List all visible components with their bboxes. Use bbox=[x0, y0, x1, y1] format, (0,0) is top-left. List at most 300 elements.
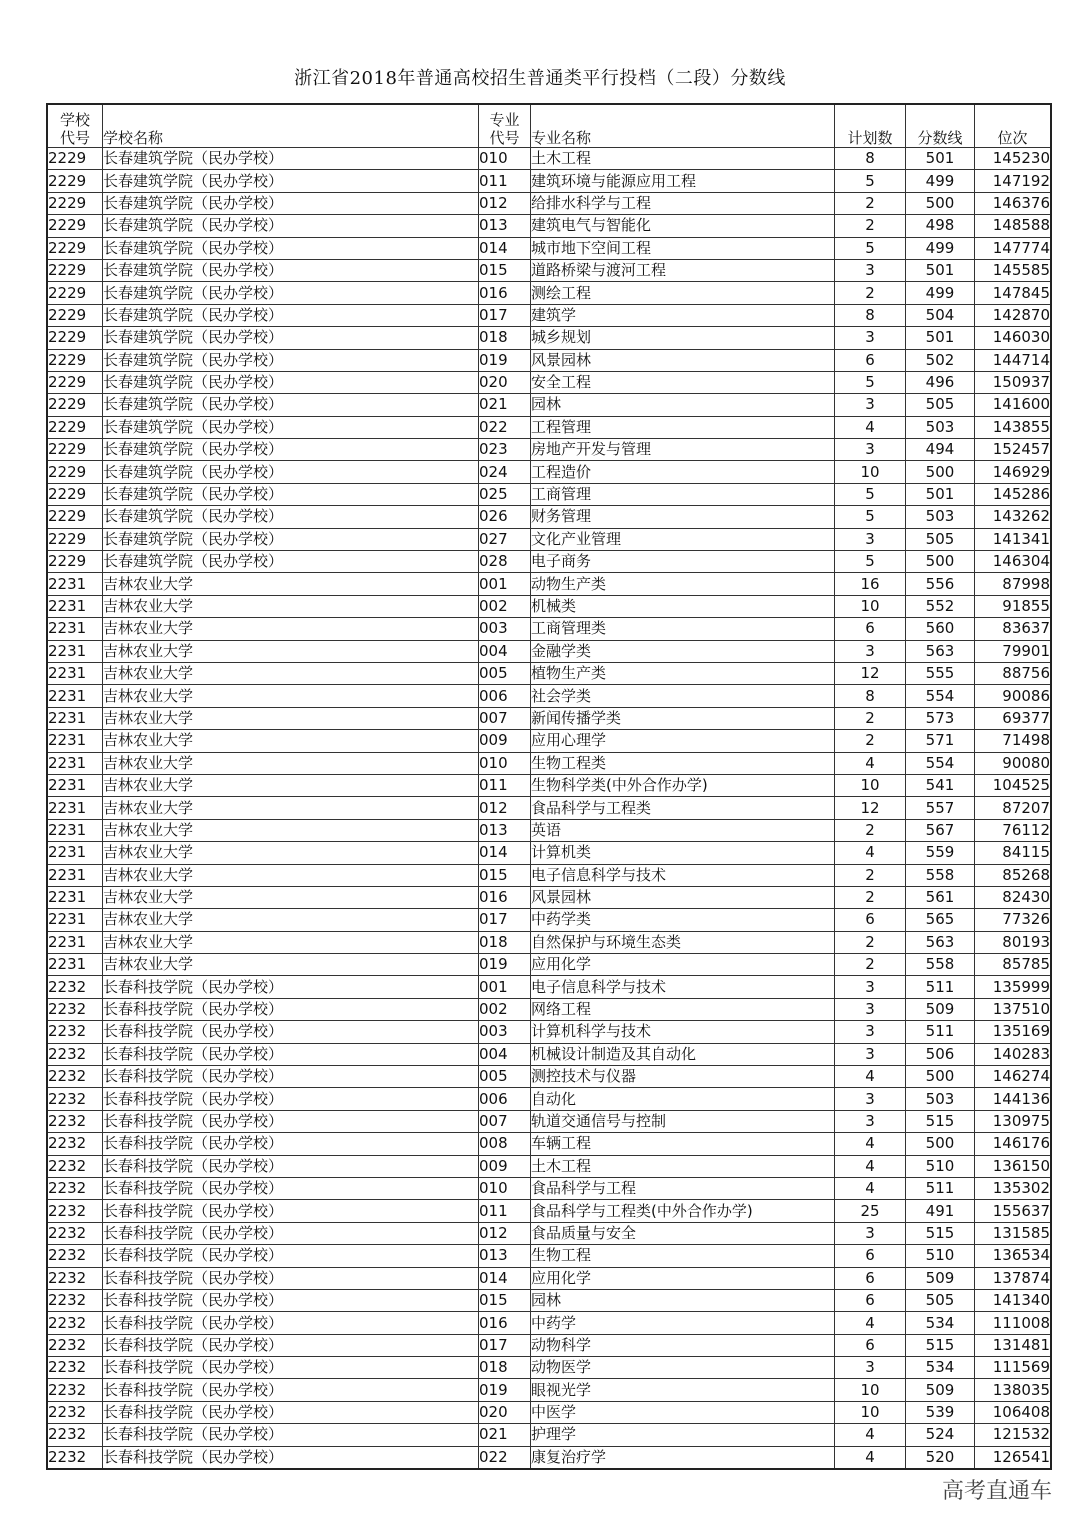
score-cell: 556 bbox=[906, 573, 975, 595]
table-row bbox=[47, 707, 1051, 729]
plan-cell: 8 bbox=[835, 148, 906, 170]
table-header bbox=[47, 104, 1051, 148]
table-row bbox=[47, 349, 1051, 371]
score-cell: 509 bbox=[906, 1379, 975, 1401]
rank-cell: 76112 bbox=[975, 819, 1052, 841]
major-name-cell: 新闻传播学类 bbox=[531, 707, 835, 729]
school-name-cell: 长春科技学院（民办学校） bbox=[103, 1177, 479, 1199]
plan-cell: 3 bbox=[835, 394, 906, 416]
table-row bbox=[47, 1289, 1051, 1311]
plan-cell: 3 bbox=[835, 1088, 906, 1110]
school-name-cell: 长春科技学院（民办学校） bbox=[103, 1222, 479, 1244]
school-code-cell: 2231 bbox=[47, 864, 103, 886]
major-name-cell: 电子信息科学与技术 bbox=[531, 864, 835, 886]
major-code-cell: 015 bbox=[479, 1289, 531, 1311]
rank-cell: 140283 bbox=[975, 1043, 1052, 1065]
school-name-cell: 长春科技学院（民办学校） bbox=[103, 1043, 479, 1065]
rank-cell: 146176 bbox=[975, 1133, 1052, 1155]
table-row bbox=[47, 864, 1051, 886]
school-code-cell: 2232 bbox=[47, 1066, 103, 1088]
watermark-text: 高考直通车 bbox=[941, 1479, 1052, 1504]
major-code-cell: 002 bbox=[479, 595, 531, 617]
major-name-cell: 食品质量与安全 bbox=[531, 1222, 835, 1244]
major-code-cell: 028 bbox=[479, 551, 531, 573]
plan-cell: 2 bbox=[835, 931, 906, 953]
rank-cell: 142870 bbox=[975, 304, 1052, 326]
major-name-cell: 动物科学 bbox=[531, 1334, 835, 1356]
major-code-cell: 015 bbox=[479, 259, 531, 281]
major-name-cell: 中药学 bbox=[531, 1312, 835, 1334]
school-name-cell: 吉林农业大学 bbox=[103, 573, 479, 595]
major-name-cell: 动物医学 bbox=[531, 1357, 835, 1379]
school-name-cell: 长春建筑学院（民办学校） bbox=[103, 170, 479, 192]
major-code-cell: 025 bbox=[479, 483, 531, 505]
school-code-cell: 2229 bbox=[47, 148, 103, 170]
score-cell: 499 bbox=[906, 237, 975, 259]
score-cell: 498 bbox=[906, 215, 975, 237]
plan-cell: 16 bbox=[835, 573, 906, 595]
rank-cell: 137874 bbox=[975, 1267, 1052, 1289]
school-name-cell: 长春科技学院（民办学校） bbox=[103, 1357, 479, 1379]
header-plan: 计划数 bbox=[835, 104, 906, 148]
major-name-cell: 中药学类 bbox=[531, 909, 835, 931]
major-code-cell: 005 bbox=[479, 662, 531, 684]
plan-cell: 25 bbox=[835, 1200, 906, 1222]
rank-cell: 84115 bbox=[975, 842, 1052, 864]
table-row bbox=[47, 483, 1051, 505]
table-row bbox=[47, 662, 1051, 684]
major-code-cell: 011 bbox=[479, 1200, 531, 1222]
school-code-cell: 2232 bbox=[47, 1401, 103, 1423]
major-name-cell: 车辆工程 bbox=[531, 1133, 835, 1155]
school-code-cell: 2231 bbox=[47, 595, 103, 617]
major-code-cell: 009 bbox=[479, 1155, 531, 1177]
rank-cell: 143855 bbox=[975, 416, 1052, 438]
major-name-cell: 生物工程类 bbox=[531, 752, 835, 774]
school-code-cell: 2231 bbox=[47, 640, 103, 662]
score-cell: 499 bbox=[906, 170, 975, 192]
header-major-code-line2: 代号 bbox=[489, 129, 520, 147]
school-name-cell: 吉林农业大学 bbox=[103, 730, 479, 752]
school-name-cell: 吉林农业大学 bbox=[103, 819, 479, 841]
score-cell: 511 bbox=[906, 1177, 975, 1199]
school-code-cell: 2229 bbox=[47, 551, 103, 573]
major-code-cell: 021 bbox=[479, 1424, 531, 1446]
rank-cell: 145286 bbox=[975, 483, 1052, 505]
score-cell: 563 bbox=[906, 640, 975, 662]
major-code-cell: 021 bbox=[479, 394, 531, 416]
major-code-cell: 019 bbox=[479, 1379, 531, 1401]
major-code-cell: 014 bbox=[479, 842, 531, 864]
table-row bbox=[47, 237, 1051, 259]
major-code-cell: 013 bbox=[479, 215, 531, 237]
rank-cell: 88756 bbox=[975, 662, 1052, 684]
rank-cell: 80193 bbox=[975, 931, 1052, 953]
school-name-cell: 长春科技学院（民办学校） bbox=[103, 1424, 479, 1446]
score-cell: 494 bbox=[906, 439, 975, 461]
rank-cell: 150937 bbox=[975, 371, 1052, 393]
school-code-cell: 2229 bbox=[47, 371, 103, 393]
header-school-name: 学校名称 bbox=[103, 104, 479, 148]
major-name-cell: 轨道交通信号与控制 bbox=[531, 1110, 835, 1132]
score-cell: 501 bbox=[906, 259, 975, 281]
school-name-cell: 吉林农业大学 bbox=[103, 842, 479, 864]
plan-cell: 5 bbox=[835, 506, 906, 528]
school-code-cell: 2229 bbox=[47, 528, 103, 550]
score-cell: 571 bbox=[906, 730, 975, 752]
rank-cell: 130975 bbox=[975, 1110, 1052, 1132]
rank-cell: 79901 bbox=[975, 640, 1052, 662]
score-cell: 501 bbox=[906, 327, 975, 349]
school-name-cell: 吉林农业大学 bbox=[103, 618, 479, 640]
major-name-cell: 测控技术与仪器 bbox=[531, 1066, 835, 1088]
school-code-cell: 2229 bbox=[47, 327, 103, 349]
school-code-cell: 2229 bbox=[47, 170, 103, 192]
major-code-cell: 017 bbox=[479, 1334, 531, 1356]
plan-cell: 5 bbox=[835, 371, 906, 393]
school-name-cell: 长春建筑学院（民办学校） bbox=[103, 394, 479, 416]
major-name-cell: 园林 bbox=[531, 394, 835, 416]
school-name-cell: 长春建筑学院（民办学校） bbox=[103, 371, 479, 393]
plan-cell: 6 bbox=[835, 349, 906, 371]
school-name-cell: 长春建筑学院（民办学校） bbox=[103, 439, 479, 461]
major-name-cell: 动物生产类 bbox=[531, 573, 835, 595]
table-row bbox=[47, 327, 1051, 349]
major-code-cell: 020 bbox=[479, 1401, 531, 1423]
table-row bbox=[47, 1066, 1051, 1088]
plan-cell: 10 bbox=[835, 1401, 906, 1423]
school-code-cell: 2232 bbox=[47, 1312, 103, 1334]
school-name-cell: 长春科技学院（民办学校） bbox=[103, 1088, 479, 1110]
major-name-cell: 社会学类 bbox=[531, 685, 835, 707]
plan-cell: 2 bbox=[835, 282, 906, 304]
school-code-cell: 2232 bbox=[47, 1334, 103, 1356]
major-name-cell: 机械类 bbox=[531, 595, 835, 617]
school-name-cell: 吉林农业大学 bbox=[103, 886, 479, 908]
score-cell: 561 bbox=[906, 886, 975, 908]
school-code-cell: 2231 bbox=[47, 819, 103, 841]
major-name-cell: 建筑学 bbox=[531, 304, 835, 326]
table-row bbox=[47, 551, 1051, 573]
table-row bbox=[47, 931, 1051, 953]
table-row bbox=[47, 954, 1051, 976]
major-code-cell: 010 bbox=[479, 1177, 531, 1199]
major-code-cell: 023 bbox=[479, 439, 531, 461]
table-row bbox=[47, 1043, 1051, 1065]
header-rank: 位次 bbox=[975, 104, 1052, 148]
plan-cell: 5 bbox=[835, 237, 906, 259]
school-name-cell: 长春建筑学院（民办学校） bbox=[103, 192, 479, 214]
school-name-cell: 吉林农业大学 bbox=[103, 864, 479, 886]
rank-cell: 83637 bbox=[975, 618, 1052, 640]
major-code-cell: 001 bbox=[479, 976, 531, 998]
major-name-cell: 建筑环境与能源应用工程 bbox=[531, 170, 835, 192]
plan-cell: 5 bbox=[835, 170, 906, 192]
table-row bbox=[47, 618, 1051, 640]
major-name-cell: 眼视光学 bbox=[531, 1379, 835, 1401]
major-code-cell: 008 bbox=[479, 1133, 531, 1155]
school-name-cell: 长春建筑学院（民办学校） bbox=[103, 483, 479, 505]
major-name-cell: 植物生产类 bbox=[531, 662, 835, 684]
school-code-cell: 2229 bbox=[47, 349, 103, 371]
major-code-cell: 027 bbox=[479, 528, 531, 550]
major-name-cell: 房地产开发与管理 bbox=[531, 439, 835, 461]
table-row bbox=[47, 1357, 1051, 1379]
school-code-cell: 2229 bbox=[47, 506, 103, 528]
major-code-cell: 020 bbox=[479, 371, 531, 393]
rank-cell: 87207 bbox=[975, 797, 1052, 819]
rank-cell: 155637 bbox=[975, 1200, 1052, 1222]
school-name-cell: 长春科技学院（民办学校） bbox=[103, 976, 479, 998]
school-code-cell: 2231 bbox=[47, 797, 103, 819]
rank-cell: 143262 bbox=[975, 506, 1052, 528]
school-code-cell: 2231 bbox=[47, 774, 103, 796]
table-row bbox=[47, 573, 1051, 595]
score-cell: 524 bbox=[906, 1424, 975, 1446]
rank-cell: 141341 bbox=[975, 528, 1052, 550]
score-cell: 554 bbox=[906, 752, 975, 774]
plan-cell: 10 bbox=[835, 595, 906, 617]
rank-cell: 147774 bbox=[975, 237, 1052, 259]
major-name-cell: 食品科学与工程 bbox=[531, 1177, 835, 1199]
school-code-cell: 2231 bbox=[47, 752, 103, 774]
major-name-cell: 食品科学与工程类(中外合作办学) bbox=[531, 1200, 835, 1222]
school-code-cell: 2232 bbox=[47, 998, 103, 1020]
rank-cell: 135999 bbox=[975, 976, 1052, 998]
score-cell: 503 bbox=[906, 416, 975, 438]
school-code-cell: 2232 bbox=[47, 976, 103, 998]
major-name-cell: 生物科学类(中外合作办学) bbox=[531, 774, 835, 796]
table-row bbox=[47, 1133, 1051, 1155]
school-name-cell: 长春建筑学院（民办学校） bbox=[103, 259, 479, 281]
major-code-cell: 005 bbox=[479, 1066, 531, 1088]
school-name-cell: 吉林农业大学 bbox=[103, 752, 479, 774]
score-cell: 534 bbox=[906, 1357, 975, 1379]
school-name-cell: 长春科技学院（民办学校） bbox=[103, 1289, 479, 1311]
school-code-cell: 2231 bbox=[47, 886, 103, 908]
table-row bbox=[47, 304, 1051, 326]
rank-cell: 135169 bbox=[975, 1021, 1052, 1043]
table-row bbox=[47, 1424, 1051, 1446]
school-name-cell: 长春建筑学院（民办学校） bbox=[103, 551, 479, 573]
major-code-cell: 003 bbox=[479, 1021, 531, 1043]
score-cell: 499 bbox=[906, 282, 975, 304]
plan-cell: 4 bbox=[835, 842, 906, 864]
rank-cell: 147845 bbox=[975, 282, 1052, 304]
school-code-cell: 2232 bbox=[47, 1379, 103, 1401]
table-row bbox=[47, 1110, 1051, 1132]
plan-cell: 6 bbox=[835, 1245, 906, 1267]
plan-cell: 4 bbox=[835, 416, 906, 438]
table-row bbox=[47, 282, 1051, 304]
major-code-cell: 007 bbox=[479, 1110, 531, 1132]
major-code-cell: 019 bbox=[479, 349, 531, 371]
school-name-cell: 长春科技学院（民办学校） bbox=[103, 1245, 479, 1267]
school-name-cell: 吉林农业大学 bbox=[103, 774, 479, 796]
rank-cell: 71498 bbox=[975, 730, 1052, 752]
school-name-cell: 吉林农业大学 bbox=[103, 595, 479, 617]
rank-cell: 82430 bbox=[975, 886, 1052, 908]
table-row bbox=[47, 1446, 1051, 1469]
plan-cell: 4 bbox=[835, 1424, 906, 1446]
school-code-cell: 2231 bbox=[47, 931, 103, 953]
school-code-cell: 2232 bbox=[47, 1155, 103, 1177]
rank-cell: 126541 bbox=[975, 1446, 1052, 1469]
table-row bbox=[47, 774, 1051, 796]
header-major-code-line1: 专业 bbox=[489, 111, 520, 129]
plan-cell: 6 bbox=[835, 1334, 906, 1356]
score-cell: 496 bbox=[906, 371, 975, 393]
table-row bbox=[47, 998, 1051, 1020]
table-row bbox=[47, 148, 1051, 170]
major-code-cell: 003 bbox=[479, 618, 531, 640]
school-code-cell: 2232 bbox=[47, 1357, 103, 1379]
plan-cell: 4 bbox=[835, 1133, 906, 1155]
major-code-cell: 018 bbox=[479, 931, 531, 953]
table-row bbox=[47, 1312, 1051, 1334]
school-name-cell: 长春建筑学院（民办学校） bbox=[103, 349, 479, 371]
school-code-cell: 2232 bbox=[47, 1043, 103, 1065]
school-code-cell: 2231 bbox=[47, 842, 103, 864]
rank-cell: 87998 bbox=[975, 573, 1052, 595]
plan-cell: 2 bbox=[835, 730, 906, 752]
major-code-cell: 009 bbox=[479, 730, 531, 752]
school-code-cell: 2229 bbox=[47, 439, 103, 461]
school-name-cell: 长春建筑学院（民办学校） bbox=[103, 148, 479, 170]
rank-cell: 85785 bbox=[975, 954, 1052, 976]
major-name-cell: 计算机科学与技术 bbox=[531, 1021, 835, 1043]
score-cell: 510 bbox=[906, 1155, 975, 1177]
major-name-cell: 计算机类 bbox=[531, 842, 835, 864]
major-code-cell: 018 bbox=[479, 1357, 531, 1379]
table-row bbox=[47, 1334, 1051, 1356]
major-name-cell: 工程造价 bbox=[531, 461, 835, 483]
table-row bbox=[47, 394, 1051, 416]
major-code-cell: 002 bbox=[479, 998, 531, 1020]
table-row bbox=[47, 461, 1051, 483]
rank-cell: 131585 bbox=[975, 1222, 1052, 1244]
school-name-cell: 吉林农业大学 bbox=[103, 685, 479, 707]
rank-cell: 146929 bbox=[975, 461, 1052, 483]
school-name-cell: 长春科技学院（民办学校） bbox=[103, 1379, 479, 1401]
major-name-cell: 网络工程 bbox=[531, 998, 835, 1020]
plan-cell: 6 bbox=[835, 909, 906, 931]
score-cell: 573 bbox=[906, 707, 975, 729]
school-name-cell: 长春科技学院（民办学校） bbox=[103, 1401, 479, 1423]
major-name-cell: 文化产业管理 bbox=[531, 528, 835, 550]
major-name-cell: 土木工程 bbox=[531, 148, 835, 170]
major-name-cell: 康复治疗学 bbox=[531, 1446, 835, 1469]
table-row bbox=[47, 842, 1051, 864]
header-major-code bbox=[479, 104, 531, 148]
major-name-cell: 财务管理 bbox=[531, 506, 835, 528]
major-code-cell: 012 bbox=[479, 192, 531, 214]
plan-cell: 8 bbox=[835, 685, 906, 707]
plan-cell: 2 bbox=[835, 215, 906, 237]
score-cell: 558 bbox=[906, 954, 975, 976]
major-name-cell: 园林 bbox=[531, 1289, 835, 1311]
rank-cell: 91855 bbox=[975, 595, 1052, 617]
plan-cell: 3 bbox=[835, 1357, 906, 1379]
score-cell: 557 bbox=[906, 797, 975, 819]
major-name-cell: 金融学类 bbox=[531, 640, 835, 662]
major-code-cell: 026 bbox=[479, 506, 531, 528]
major-code-cell: 022 bbox=[479, 416, 531, 438]
rank-cell: 137510 bbox=[975, 998, 1052, 1020]
rank-cell: 136150 bbox=[975, 1155, 1052, 1177]
school-name-cell: 长春科技学院（民办学校） bbox=[103, 1133, 479, 1155]
plan-cell: 3 bbox=[835, 1043, 906, 1065]
school-code-cell: 2229 bbox=[47, 192, 103, 214]
school-code-cell: 2232 bbox=[47, 1021, 103, 1043]
plan-cell: 4 bbox=[835, 1312, 906, 1334]
plan-cell: 12 bbox=[835, 797, 906, 819]
table-row bbox=[47, 797, 1051, 819]
plan-cell: 6 bbox=[835, 618, 906, 640]
plan-cell: 3 bbox=[835, 259, 906, 281]
major-code-cell: 010 bbox=[479, 148, 531, 170]
plan-cell: 3 bbox=[835, 1021, 906, 1043]
rank-cell: 146376 bbox=[975, 192, 1052, 214]
school-code-cell: 2232 bbox=[47, 1245, 103, 1267]
school-code-cell: 2229 bbox=[47, 304, 103, 326]
score-cell: 539 bbox=[906, 1401, 975, 1423]
major-code-cell: 016 bbox=[479, 1312, 531, 1334]
major-code-cell: 014 bbox=[479, 237, 531, 259]
school-name-cell: 长春科技学院（民办学校） bbox=[103, 1312, 479, 1334]
plan-cell: 6 bbox=[835, 1289, 906, 1311]
table-row bbox=[47, 1401, 1051, 1423]
score-cell: 500 bbox=[906, 192, 975, 214]
rank-cell: 85268 bbox=[975, 864, 1052, 886]
school-code-cell: 2232 bbox=[47, 1177, 103, 1199]
major-code-cell: 016 bbox=[479, 282, 531, 304]
school-code-cell: 2229 bbox=[47, 416, 103, 438]
rank-cell: 121532 bbox=[975, 1424, 1052, 1446]
school-name-cell: 吉林农业大学 bbox=[103, 662, 479, 684]
table-row bbox=[47, 371, 1051, 393]
plan-cell: 2 bbox=[835, 707, 906, 729]
school-code-cell: 2232 bbox=[47, 1267, 103, 1289]
table-row bbox=[47, 1177, 1051, 1199]
school-name-cell: 长春科技学院（民办学校） bbox=[103, 1334, 479, 1356]
school-name-cell: 长春科技学院（民办学校） bbox=[103, 1110, 479, 1132]
score-cell: 506 bbox=[906, 1043, 975, 1065]
score-cell: 520 bbox=[906, 1446, 975, 1469]
school-name-cell: 长春科技学院（民办学校） bbox=[103, 1200, 479, 1222]
rank-cell: 145230 bbox=[975, 148, 1052, 170]
major-name-cell: 风景园林 bbox=[531, 886, 835, 908]
score-cell: 500 bbox=[906, 1133, 975, 1155]
plan-cell: 3 bbox=[835, 528, 906, 550]
school-name-cell: 长春科技学院（民办学校） bbox=[103, 1446, 479, 1469]
school-name-cell: 吉林农业大学 bbox=[103, 954, 479, 976]
school-code-cell: 2231 bbox=[47, 730, 103, 752]
plan-cell: 10 bbox=[835, 1379, 906, 1401]
major-code-cell: 004 bbox=[479, 640, 531, 662]
major-code-cell: 016 bbox=[479, 886, 531, 908]
plan-cell: 3 bbox=[835, 1110, 906, 1132]
major-name-cell: 中医学 bbox=[531, 1401, 835, 1423]
score-cell: 503 bbox=[906, 506, 975, 528]
major-code-cell: 022 bbox=[479, 1446, 531, 1469]
plan-cell: 4 bbox=[835, 1066, 906, 1088]
school-name-cell: 长春建筑学院（民办学校） bbox=[103, 327, 479, 349]
major-code-cell: 001 bbox=[479, 573, 531, 595]
major-name-cell: 自然保护与环境生态类 bbox=[531, 931, 835, 953]
rank-cell: 106408 bbox=[975, 1401, 1052, 1423]
score-cell: 515 bbox=[906, 1222, 975, 1244]
